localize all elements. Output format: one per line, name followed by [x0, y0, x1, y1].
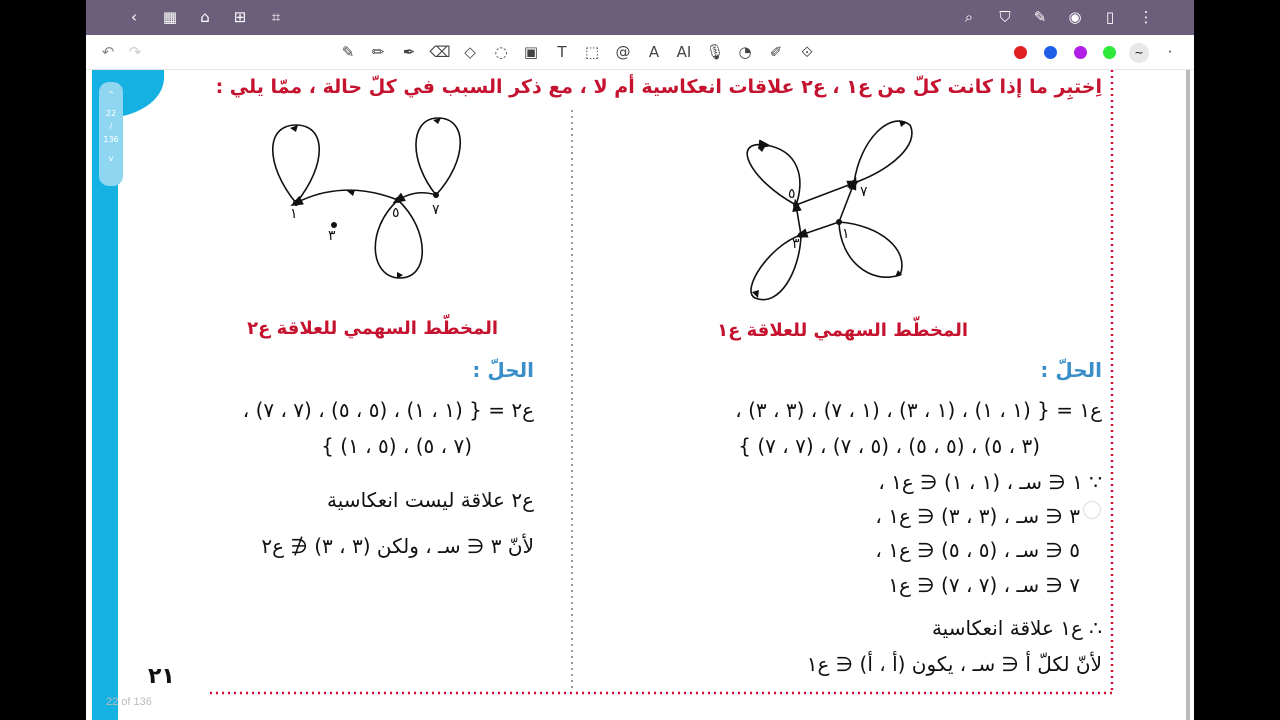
- ai-icon[interactable]: AI: [676, 43, 692, 61]
- pencil-tool-icon[interactable]: ✏: [371, 43, 385, 61]
- set-r2-line1: ع٢ = { (١ ، ١) ، (٥ ، ٥) ، (٧ ، ٧) ،: [242, 398, 534, 422]
- node-label-3: ٣: [328, 228, 336, 244]
- redo-icon[interactable]: ↷: [128, 43, 142, 61]
- loop-1: [273, 125, 320, 203]
- conclusion-r2: ع٢ علاقة ليست انعكاسية: [327, 488, 534, 512]
- proof-line-1: ∵ ١ ∈ سـ ، (١ ، ١) ∈ ع١ ،: [878, 470, 1102, 494]
- image-icon[interactable]: ▣: [523, 43, 539, 61]
- node-label-1: ١: [842, 226, 850, 242]
- crop-icon[interactable]: ⌗: [271, 8, 281, 26]
- eye-icon[interactable]: ◉: [1068, 8, 1082, 26]
- bookmark-icon[interactable]: ⌂: [200, 8, 210, 26]
- pen-tool-icon[interactable]: ✎: [341, 43, 355, 61]
- current-page: 22: [105, 109, 117, 118]
- pen-icon[interactable]: ✎: [1033, 8, 1047, 26]
- color-purple[interactable]: [1074, 46, 1087, 59]
- total-pages: 136: [103, 135, 119, 144]
- tape-icon[interactable]: @: [615, 43, 631, 61]
- more-icon[interactable]: ⋮: [1138, 8, 1154, 26]
- question-text: اِختبِر ما إذا كانت كلّ من ع١ ، ع٢ علاقات انعكاسية أم لا ، مع ذكر السبب في كلّ حالة ، ممّا يلي :: [215, 76, 1102, 98]
- conclusion-r1: ∴ ع١ علاقة انعكاسية: [931, 616, 1102, 640]
- app-window: [86, 0, 1194, 720]
- translate-icon[interactable]: ⟐: [801, 43, 813, 61]
- ocr-icon[interactable]: A: [648, 43, 660, 61]
- set-r2-line2: (٧ ، ٥) ، (٥ ، ١) }: [321, 434, 472, 458]
- proof-line-3: ٥ ∈ سـ ، (٥ ، ٥) ∈ ع١ ،: [875, 538, 1080, 562]
- document-page: [90, 70, 1190, 720]
- panel-icon[interactable]: ▯: [1105, 8, 1115, 26]
- page-number: ٢١: [148, 664, 175, 689]
- search-icon[interactable]: ⌕: [964, 8, 974, 26]
- reason-r1: لأنّ لكلّ أ ∈ سـ ، يكون (أ ، أ) ∈ ع١: [806, 652, 1102, 676]
- drawing-toolbar: [86, 35, 1194, 70]
- page-indicator: 22 of 136: [106, 696, 152, 708]
- stroke-width-button[interactable]: ~: [1129, 43, 1149, 63]
- edge-5-1: [296, 190, 398, 203]
- node-label-1: ١: [290, 206, 298, 222]
- node-label-5: ٥: [788, 186, 796, 202]
- grid-icon[interactable]: ▦: [162, 8, 178, 26]
- highlighter-icon[interactable]: ⌫: [429, 43, 451, 61]
- caption-r1: المخطّط السهمي للعلاقة ع١: [717, 320, 968, 341]
- floating-circle-button[interactable]: [1083, 501, 1101, 519]
- page-up-icon[interactable]: ^: [107, 90, 115, 99]
- add-page-icon[interactable]: ⊞: [233, 8, 247, 26]
- more-colors-icon[interactable]: ·: [1167, 43, 1173, 61]
- fountain-pen-icon[interactable]: ✒: [402, 43, 416, 61]
- laser-pointer-icon[interactable]: ✐: [769, 43, 783, 61]
- node-label-5: ٥: [392, 205, 400, 221]
- set-r1-line2: (٣ ، ٥) ، (٥ ، ٥) ، (٥ ، ٧) ، (٧ ، ٧) }: [738, 434, 1040, 458]
- node-label-7: ٧: [860, 184, 868, 200]
- loop-7: [416, 118, 460, 195]
- reason-r2: لأنّ ٣ ∈ سـ ، ولكن (٣ ، ٣) ∉ ع٢: [261, 534, 534, 558]
- edge-7-5: [398, 193, 436, 200]
- microphone-icon[interactable]: 🎙: [705, 43, 725, 61]
- solution-heading-r1: الحلّ :: [1040, 358, 1102, 382]
- proof-line-2: ٣ ∈ سـ ، (٣ ، ٣) ∈ ع١ ،: [875, 504, 1080, 528]
- node-label-3: ٣: [792, 236, 800, 252]
- solution-heading-r2: الحلّ :: [472, 358, 534, 382]
- undo-icon[interactable]: ↶: [101, 43, 115, 61]
- back-button[interactable]: ‹: [131, 8, 137, 26]
- caption-r2: المخطّط السهمي للعلاقة ع٢: [247, 318, 498, 339]
- text-box-icon[interactable]: T: [557, 43, 567, 61]
- color-green[interactable]: [1103, 46, 1116, 59]
- page-separator: /: [109, 122, 113, 131]
- eraser-icon[interactable]: ◇: [464, 43, 476, 61]
- top-bar: [86, 0, 1194, 35]
- timer-icon[interactable]: ◔: [738, 43, 752, 61]
- page-down-icon[interactable]: v: [108, 154, 114, 163]
- shape-icon[interactable]: ⬚: [584, 43, 600, 61]
- color-red[interactable]: [1014, 46, 1027, 59]
- proof-line-4: ٧ ∈ سـ ، (٧ ، ٧) ∈ ع١: [888, 573, 1080, 597]
- shirt-icon[interactable]: ⛉: [999, 8, 1011, 26]
- set-r1-line1: ع١ = { (١ ، ١) ، (١ ، ٣) ، (١ ، ٧) ، (٣ ، ٣) ،: [735, 398, 1102, 422]
- lasso-icon[interactable]: ◌: [494, 43, 508, 61]
- color-blue[interactable]: [1044, 46, 1057, 59]
- node-label-7: ٧: [432, 202, 440, 218]
